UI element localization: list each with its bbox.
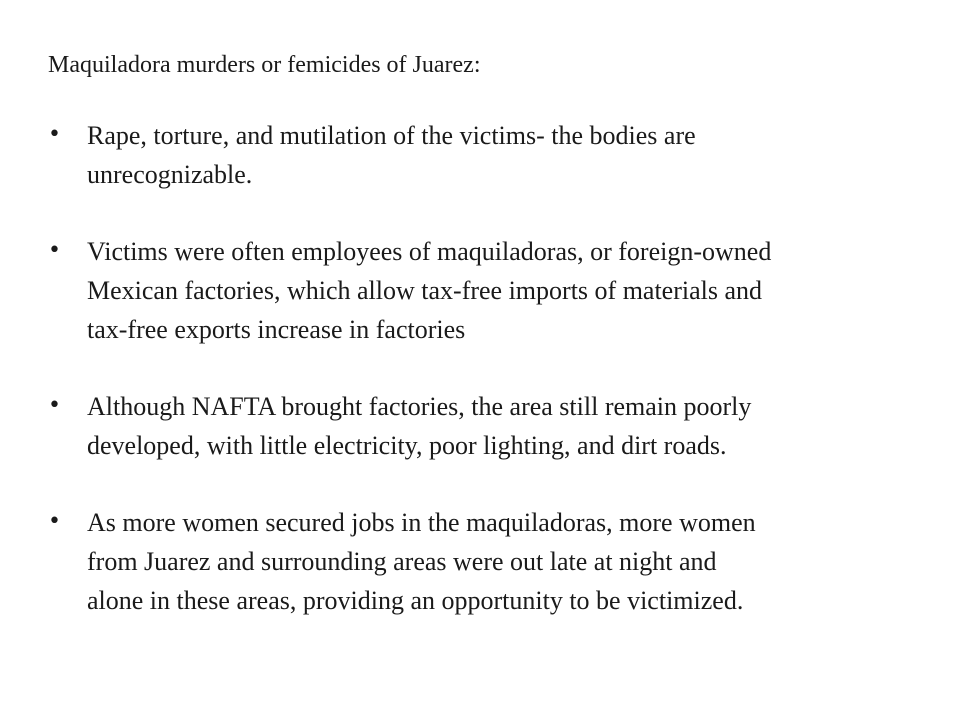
slide-title: Maquiladora murders or femicides of Juarez:	[48, 52, 481, 78]
bullet-text-line: Although NAFTA brought factories, the area still remain poorly	[87, 392, 752, 421]
bullet-text-line: developed, with little electricity, poor lighting, and dirt roads.	[87, 431, 727, 460]
bullet-text-line: Rape, torture, and mutilation of the victims- the bodies are	[87, 121, 696, 150]
bullet-text-line: Mexican factories, which allow tax-free imports of materials and	[87, 276, 763, 305]
bullet-text-line: from Juarez and surrounding areas were out late at night and	[87, 547, 717, 576]
bullet-dot-icon: •	[48, 238, 61, 263]
bullet-item	[48, 503, 928, 620]
bullet-item	[48, 116, 928, 194]
bullet-text-line: tax-free exports increase in factories	[87, 315, 466, 344]
bullet-text-line: As more women secured jobs in the maquiladoras, more women	[87, 508, 756, 537]
bullet-dot-icon: •	[48, 122, 61, 147]
bullet-text-line: unrecognizable.	[87, 160, 253, 189]
bullet-dot-icon: •	[48, 393, 61, 418]
bullet-list	[48, 116, 928, 658]
bullet-item	[48, 232, 928, 349]
bullet-item	[48, 387, 928, 465]
bullet-dot-icon: •	[48, 509, 61, 534]
bullet-text-line: Victims were often employees of maquiladoras, or foreign-owned	[87, 237, 772, 266]
bullet-text-line: alone in these areas, providing an opportunity to be victimized.	[87, 586, 744, 615]
